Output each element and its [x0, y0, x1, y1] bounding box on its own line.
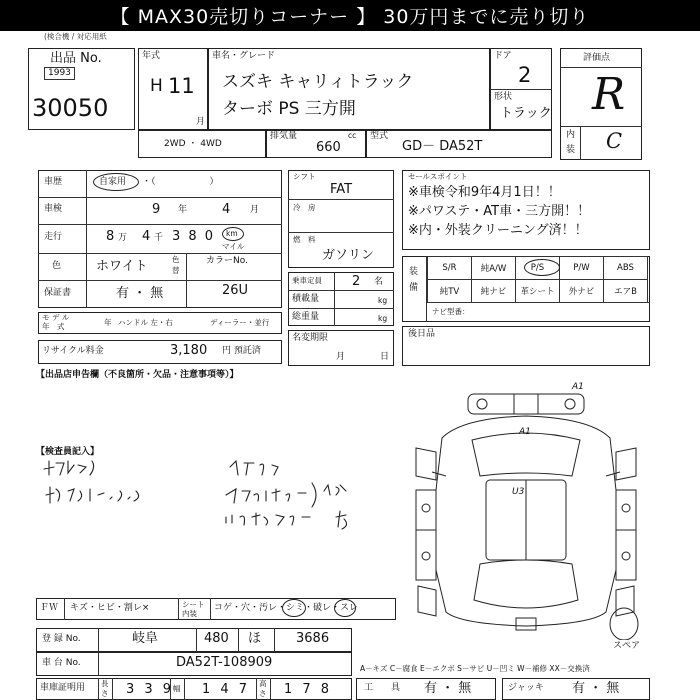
model-label: 型式: [370, 131, 389, 141]
mile-unit: マイル: [222, 242, 245, 251]
equip-pw: P/W: [560, 257, 604, 280]
reg-number: 3686: [296, 631, 330, 646]
shaken-label: 車検: [44, 204, 63, 214]
model-year-label-1: モ デ ル: [42, 313, 70, 322]
sales-point-1: ※車検令和9年4月1日！！: [408, 185, 561, 200]
shaken-year: 9: [152, 202, 161, 217]
spare-label: スペア: [613, 641, 641, 651]
disp-label: 排気量: [270, 131, 298, 141]
load-label: 積載量: [292, 294, 320, 304]
notes: キズ・ヒビ・割レ×: [70, 603, 150, 613]
gross-label: 総重量: [292, 312, 320, 322]
fuel-label: 燃 料: [293, 235, 316, 244]
capacity-unit: 名: [374, 277, 384, 287]
ac-label: 冷 房: [293, 203, 316, 212]
mileage-sen: 4: [142, 229, 151, 244]
lot-stamp: 1993: [44, 67, 75, 80]
owner-change-day: 日: [380, 352, 390, 362]
jack-value: 有 ・ 無: [572, 681, 620, 696]
equip-ps: P/S: [516, 257, 560, 280]
reg-class: 480: [204, 631, 229, 646]
score-label: 評価点: [583, 53, 611, 63]
shape-label: 形状: [494, 92, 513, 102]
cert-length: 3 3 9: [126, 682, 175, 697]
damage-legend: A－キズ C－腐食 E－エクボ S－サビ U－凹ミ W－補修 XX－交換済: [360, 664, 590, 673]
model-year-unit: 年: [104, 318, 112, 327]
later-box: [402, 326, 650, 366]
history-value: 自家用: [99, 177, 127, 187]
warranty-value: 有 ・ 無: [116, 286, 164, 301]
grade: ターボ PS 三方開: [222, 99, 356, 119]
notes-prefix: ＦＷ: [40, 603, 59, 613]
car-damage-diagram: [402, 380, 650, 640]
model-year-label-2: 年 式: [42, 322, 65, 331]
shape-value: トラック: [500, 106, 552, 121]
cert-height-label-2: さ: [259, 689, 267, 698]
cert-label: 車庫証明用: [40, 683, 86, 693]
tools-value: 有 ・ 無: [424, 681, 472, 696]
history-rest: ・（ ）: [142, 177, 219, 187]
load-unit: kg: [378, 296, 388, 305]
drive: 2WD ・ 4WD: [164, 139, 222, 149]
gross-unit: kg: [378, 314, 388, 323]
declaration-label: 【出品店申告欄（不良箇所・欠品・注意事項等）】: [36, 370, 239, 380]
equip-abs: ABS: [604, 257, 648, 280]
ps-circle: [524, 259, 560, 276]
equip-airbag: エアB: [604, 280, 648, 303]
displacement: 660: [316, 140, 341, 155]
equip-label-2: 備: [409, 283, 419, 293]
color-label: 色: [52, 261, 62, 271]
lot-number: 30050: [32, 94, 109, 122]
chassis-label: 車 台 No.: [42, 658, 81, 668]
history-label: 車歴: [44, 177, 63, 187]
inspect-label: 【検査員記入】: [36, 447, 100, 457]
color-no: 26U: [222, 283, 249, 298]
navi-label: ナビ型番：: [432, 307, 470, 316]
equip-ext-navi: 外ナビ: [560, 280, 604, 303]
reg-label: 登 録 No.: [42, 634, 81, 644]
cert-width-label: 幅: [173, 684, 181, 693]
model-code: GD－ DA52T: [402, 139, 483, 154]
month-unit: 月: [196, 117, 206, 127]
mileage-man: 8: [106, 229, 115, 244]
seat-label-2: 内装: [182, 609, 197, 618]
fuel: ガソリン: [322, 248, 375, 263]
reg-kana: ほ: [248, 631, 262, 646]
notes2: コゲ・穴・汚レ・シミ・破レ・スレ: [214, 603, 359, 613]
year-label: 年式: [142, 51, 161, 61]
banner: 【 MAX30売切りコーナー 】 30万円までに売り切り: [0, 0, 700, 31]
sen-unit: 千: [154, 233, 164, 243]
dealer: ディーラー・並行: [210, 318, 270, 327]
warranty-label: 保証書: [44, 288, 72, 298]
tools-label: 工 具: [364, 683, 401, 693]
man-unit: 万: [118, 233, 128, 243]
disp-unit: cc: [348, 131, 357, 140]
sales-point-3: ※内・外装クリーニング済！！: [408, 223, 588, 238]
car-name: スズキ キャリィトラック: [222, 72, 414, 92]
equip-tv: 純TV: [428, 280, 472, 303]
damage-label-u3: U3: [512, 487, 525, 497]
owner-change-month: 月: [336, 352, 346, 362]
cert-length-label-1: 長: [101, 679, 109, 688]
equip-label-1: 装: [409, 267, 419, 277]
cert-height: 1 7 8: [284, 682, 333, 697]
interior-label-2: 装: [566, 145, 576, 155]
interior-label-1: 内: [566, 130, 576, 140]
shaken-month: 4: [222, 202, 231, 217]
shaken-month-unit: 月: [250, 205, 260, 215]
equip-aw: 純A/W: [472, 257, 516, 280]
equip-sr: S/R: [428, 257, 472, 280]
capacity-value: 2: [352, 274, 361, 289]
capacity-label: 乗車定員: [292, 276, 322, 285]
equip-navi: 純ナビ: [472, 280, 516, 303]
chassis: DA52T-108909: [176, 655, 273, 670]
shift: FAT: [330, 182, 353, 197]
color-change-2: 替: [172, 266, 180, 275]
recycle-unit: 円 預託済: [222, 346, 261, 356]
damage-label-a1-top: A1: [572, 382, 584, 392]
cert-height-label-1: 高: [259, 679, 267, 688]
jack-label: ジャッキ: [508, 683, 544, 693]
cert-length-label-2: さ: [101, 689, 109, 698]
cert-width: 1 4 7: [202, 682, 251, 697]
score-value: R: [592, 69, 626, 120]
interior-score: C: [606, 129, 623, 153]
doors-label: ドア: [494, 51, 512, 61]
equip-leather: 革シート: [516, 280, 560, 303]
seat-label-1: シート: [182, 600, 205, 609]
color-value: ホワイト: [96, 259, 148, 274]
damage-label-a1: A1: [519, 427, 531, 437]
shaken-year-unit: 年: [178, 205, 188, 215]
form-type: (検合機 / 対応用紙: [44, 32, 107, 41]
owner-change-label: 名変期限: [292, 333, 329, 343]
car-name-label: 車名・グレード: [212, 51, 276, 61]
shift-label: シフト: [293, 172, 316, 181]
inspector-handwriting: [40, 455, 375, 535]
sales-point-2: ※パワステ・AT車・三方開！！: [408, 204, 591, 219]
km-unit: km: [226, 229, 238, 238]
handle: ハンドル 左・右: [118, 318, 173, 327]
color-no-label: カラーNo.: [206, 256, 248, 266]
lot-label: 出品 No.: [50, 51, 102, 66]
later-label: 後日品: [408, 329, 436, 339]
doors-value: 2: [518, 63, 532, 87]
color-change-1: 色: [172, 255, 180, 264]
mileage-rest: 3 8 0: [172, 229, 216, 244]
year-value: 11: [168, 74, 195, 98]
recycle-label: リサイクル料金: [42, 346, 104, 356]
sales-label: セールスポイント: [408, 172, 468, 181]
year-era: H: [150, 76, 163, 96]
recycle-amount: 3,180: [170, 343, 208, 358]
mileage-label: 走行: [44, 232, 63, 242]
reg-place: 岐阜: [132, 631, 159, 646]
